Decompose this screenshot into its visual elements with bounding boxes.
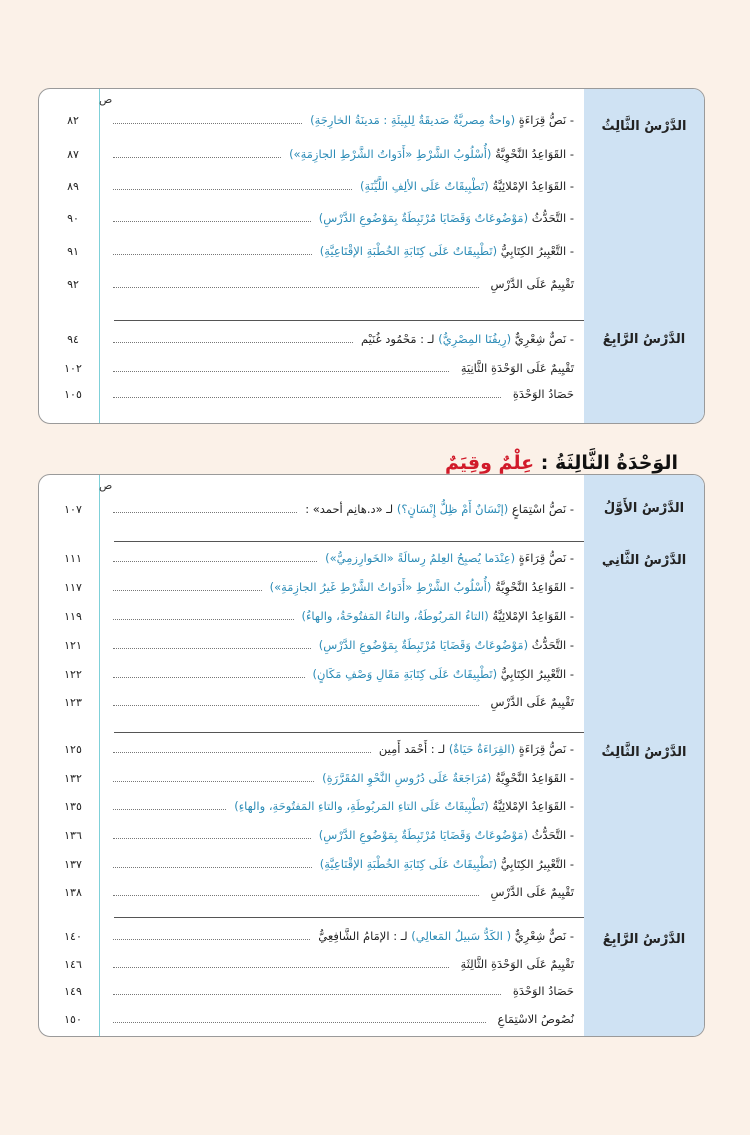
- toc-entry[interactable]: [39, 740, 584, 762]
- toc-entry[interactable]: [39, 242, 584, 264]
- entry-text: [302, 609, 574, 623]
- toc-entry[interactable]: [39, 209, 584, 231]
- page-number: ١٤٠: [64, 930, 82, 943]
- page-number: ٩٢: [67, 278, 79, 291]
- toc-entry[interactable]: [39, 883, 584, 905]
- page-number: ١١١: [64, 552, 82, 565]
- entry-title: - القَوَاعِدُ النَّحْوِيَّةُ: [495, 771, 574, 785]
- entry-text: [320, 857, 574, 871]
- entry-detail: (إنْسَانٌ أَمْ ظِلُّ إِنْسَانٍ؟): [396, 502, 509, 516]
- toc-entry[interactable]: [39, 769, 584, 791]
- page-number: ٩٠: [67, 212, 79, 225]
- toc-entry[interactable]: [39, 359, 584, 381]
- dot-leader: [113, 939, 310, 940]
- dot-leader: [113, 221, 311, 222]
- dot-leader: [113, 648, 311, 649]
- page-number: ١٢١: [64, 639, 82, 652]
- toc-entry[interactable]: [39, 385, 584, 407]
- dot-leader: [113, 287, 479, 288]
- entry-title: - نَصُّ قِرَاءَةٍ: [518, 742, 574, 756]
- entry-text: [490, 277, 574, 291]
- page-number: ١١٧: [64, 581, 82, 594]
- entry-detail: (مَوْضُوعَاتٌ وَقَضَايَا مُرْتَبِطَةٌ بِمَوْضُوعِ الدَّرْسِ): [318, 211, 529, 225]
- page-number: ١٣٧: [64, 858, 82, 871]
- entry-text: [490, 885, 574, 899]
- toc-entry[interactable]: [39, 578, 584, 600]
- entry-title: نُصُوصُ الاسْتِمَاعِ: [497, 1012, 574, 1026]
- entry-text: [319, 638, 574, 652]
- dot-leader: [113, 512, 297, 513]
- dot-leader: [113, 157, 281, 158]
- entry-text: [313, 667, 575, 681]
- entry-detail: (التاءُ المَربُوطَةُ، والتاءُ المَفتُوحَةُ، والهاءُ): [301, 609, 489, 623]
- entry-text: [360, 179, 574, 193]
- page-number: ٩٤: [67, 333, 79, 346]
- page-number: ١٣٨: [64, 886, 82, 899]
- entry-title: - نَصُّ اسْتِمَاعٍ: [511, 502, 574, 516]
- entry-detail: (مَوْضُوعَاتٌ وَقَضَايَا مُرْتَبِطَةٌ بِمَوْضُوعِ الدَّرْسِ): [318, 828, 529, 842]
- entry-text: [461, 957, 574, 971]
- toc-card-unit-3: [38, 474, 705, 1037]
- page-column-header: ص: [99, 479, 113, 492]
- page-number: ١٣٦: [64, 829, 82, 842]
- page-number: ١٥٠: [64, 1013, 82, 1026]
- page-number: ٩١: [67, 245, 79, 258]
- entry-detail: (مُرَاجَعَةٌ عَلَى دُرُوسِ النَّحْوِ المُقَرَّرَةِ): [322, 771, 492, 785]
- toc-entry[interactable]: [39, 693, 584, 715]
- page-number: ٨٩: [67, 180, 79, 193]
- toc-entry[interactable]: [39, 927, 584, 949]
- entry-title: - التَّعْبِيرُ الكِتَابِيُّ: [500, 667, 574, 681]
- toc-entry[interactable]: [39, 177, 584, 199]
- entry-text: [361, 332, 574, 346]
- entry-title: تَقْيِيمٌ عَلَى الوَحْدَةِ الثَّالِثَةِ: [460, 957, 574, 971]
- entry-title: - نَصُّ قِرَاءَةٍ: [518, 551, 574, 565]
- page-number: ١٠٢: [64, 362, 82, 375]
- dot-leader: [113, 781, 314, 782]
- dot-leader: [113, 590, 262, 591]
- lesson-separator: [114, 320, 584, 321]
- entry-title: - القَوَاعِدُ النَّحْوِيَّةُ: [495, 147, 574, 161]
- dot-leader: [113, 809, 226, 810]
- entry-text: [490, 695, 574, 709]
- lesson-separator: [114, 541, 584, 542]
- page-number: ٨٢: [67, 114, 79, 127]
- toc-entry[interactable]: [39, 955, 584, 977]
- entry-title: - التَّعْبِيرُ الكِتَابِيُّ: [500, 244, 574, 258]
- entry-detail: ( الكَدُّ سَبيلُ المَعالِي): [411, 929, 512, 943]
- toc-entry[interactable]: [39, 330, 584, 352]
- entry-text: [379, 742, 574, 756]
- dot-leader: [113, 867, 312, 868]
- entry-author: لـ : الإمَامُ الشَّافِعِيُّ: [318, 929, 412, 943]
- dot-leader: [113, 371, 449, 372]
- dot-leader: [113, 705, 479, 706]
- entry-title: - التَّحَدُّثُ: [531, 211, 574, 225]
- toc-card-unit-2: [38, 88, 705, 424]
- page-number: ١٢٢: [64, 668, 82, 681]
- page-number: ١٤٦: [64, 958, 82, 971]
- entry-title: تَقْيِيمٌ عَلَى الدَّرْسِ: [490, 885, 574, 899]
- page-number: ١٣٢: [64, 772, 82, 785]
- toc-entry[interactable]: [39, 275, 584, 297]
- entry-detail: (تَطْبِيقَاتٌ عَلَى كِتَابَةِ مَقَالِ وَصْفِ مَكَانٍ): [312, 667, 498, 681]
- entry-author: لـ : مَحْمُود غُنَيْم: [360, 332, 439, 346]
- dot-leader: [113, 254, 312, 255]
- dot-leader: [113, 123, 302, 124]
- entry-detail: (مَوْضُوعَاتٌ وَقَضَايَا مُرْتَبِطَةٌ بِمَوْضُوعِ الدَّرْسِ): [318, 638, 529, 652]
- entry-text: [310, 113, 574, 127]
- unit-title: [445, 452, 678, 474]
- toc-entry[interactable]: [39, 1010, 584, 1032]
- lesson-label: الدَّرْسُ الثَّالِثُ: [601, 745, 687, 760]
- toc-entry[interactable]: [39, 982, 584, 1004]
- entry-title: - نَصٌّ شِعْرِيٌّ: [514, 929, 574, 943]
- toc-entry[interactable]: [39, 636, 584, 658]
- page-number: ١١٩: [64, 610, 82, 623]
- dot-leader: [113, 561, 317, 562]
- entry-text: [513, 387, 574, 401]
- entry-text: [322, 771, 574, 785]
- lesson-separator: [114, 917, 584, 918]
- entry-author: لـ : أَحْمَد أَمِين: [378, 742, 449, 756]
- page-number: ١٤٩: [64, 985, 82, 998]
- entry-detail: (أُسْلُوبُ الشَّرْطِ «أَدَواتُ الشَّرْطِ غَيرُ الجازِمَةِ»): [269, 580, 492, 594]
- page-number: ١٢٣: [64, 696, 82, 709]
- entry-title: - نَصُّ قِرَاءَةٍ: [518, 113, 574, 127]
- entry-title: - القَوَاعِدُ النَّحْوِيَّةُ: [495, 580, 574, 594]
- entry-text: [319, 211, 574, 225]
- entry-title: حَصَادُ الوَحْدَةِ: [512, 984, 574, 998]
- lesson-separator: [114, 732, 584, 733]
- entry-text: [497, 1012, 574, 1026]
- toc-entry[interactable]: [39, 607, 584, 629]
- dot-leader: [113, 752, 371, 753]
- dot-leader: [113, 895, 479, 896]
- entry-detail: (عِنْدَما يُصبِحُ العِلمُ رِسالَةً «الخَوارِزمِيُّ»): [325, 551, 516, 565]
- lessons-column: [584, 89, 704, 423]
- page-number: ١٢٥: [64, 743, 82, 756]
- entry-title: - التَّحَدُّثُ: [531, 638, 574, 652]
- entry-detail: (القِرَاءَةُ حَيَاةٌ): [448, 742, 516, 756]
- unit-title-prefix: الوَحْدَةُ الثَّالِثَةُ :: [534, 452, 678, 474]
- entry-detail: (تَطْبِيقَاتٌ عَلَى الألِفِ اللَّيِّنَةِ): [360, 179, 489, 193]
- entry-title: - القَوَاعِدُ الإمْلائِيَّةُ: [492, 799, 574, 813]
- toc-entry[interactable]: [39, 111, 584, 133]
- entry-title: - التَّحَدُّثُ: [531, 828, 574, 842]
- entry-detail: (تَطْبِيقَاتٌ عَلَى التاءِ المَربُوطَةِ، والتاءِ المَفتُوحَةِ، والهاءِ): [234, 799, 489, 813]
- entry-title: - القَوَاعِدُ الإمْلائِيَّةُ: [492, 179, 574, 193]
- lesson-label: الدَّرْسُ الأَوَّلُ: [603, 501, 685, 516]
- entry-author: لـ «د.هانِم أحمد» :: [305, 502, 397, 516]
- entry-title: تَقْيِيمٌ عَلَى الدَّرْسِ: [490, 695, 574, 709]
- lesson-label: الدَّرْسُ الرَّابِعُ: [602, 332, 686, 347]
- entry-title: حَصَادُ الوَحْدَةِ: [512, 387, 574, 401]
- toc-entry[interactable]: [39, 549, 584, 571]
- unit-title-highlight: عِلْمٌ وقِيَمٌ: [445, 452, 535, 474]
- toc-entry[interactable]: [39, 855, 584, 877]
- toc-entry[interactable]: [39, 826, 584, 848]
- toc-entry[interactable]: [39, 500, 584, 522]
- entry-text: [461, 361, 574, 375]
- entry-detail: (أُسْلُوبُ الشَّرْطِ «أَدَواتُ الشَّرْطِ الجازِمَةِ»): [289, 147, 492, 161]
- entry-title: - التَّعْبِيرُ الكِتَابِيُّ: [500, 857, 574, 871]
- page-number: ٨٧: [67, 148, 79, 161]
- entry-text: [325, 551, 574, 565]
- entry-text: [318, 929, 574, 943]
- entry-text: [234, 799, 574, 813]
- entry-title: تَقْيِيمٌ عَلَى الدَّرْسِ: [490, 277, 574, 291]
- lesson-label: الدَّرْسُ الثَّانِي: [601, 553, 687, 568]
- dot-leader: [113, 677, 305, 678]
- entry-title: - القَوَاعِدُ الإمْلائِيَّةُ: [492, 609, 574, 623]
- toc-entry[interactable]: [39, 797, 584, 819]
- page-column-header: ص: [99, 93, 113, 106]
- lesson-label: الدَّرْسُ الثَّالِثُ: [601, 119, 687, 134]
- dot-leader: [113, 397, 501, 398]
- entry-text: [320, 244, 574, 258]
- entry-detail: (تَطْبِيقَاتٌ عَلَى كِتَابَةِ الخُطْبَةِ الإقْنَاعِيَّةِ): [319, 857, 498, 871]
- dot-leader: [113, 838, 311, 839]
- dot-leader: [113, 342, 353, 343]
- entry-text: [289, 147, 574, 161]
- dot-leader: [113, 967, 449, 968]
- dot-leader: [113, 619, 294, 620]
- lesson-label: الدَّرْسُ الرَّابِعُ: [602, 932, 686, 947]
- entry-text: [305, 502, 574, 516]
- dot-leader: [113, 994, 501, 995]
- entry-text: [319, 828, 574, 842]
- page-number: ١٣٥: [64, 800, 82, 813]
- dot-leader: [113, 1022, 486, 1023]
- page-number: ١٠٥: [64, 388, 82, 401]
- entry-detail: (واحةٌ مِصريَّةٌ صَديقَةٌ لِلبِيئَةِ : مَدينَةُ الخارِجَةِ): [310, 113, 516, 127]
- entry-text: [513, 984, 574, 998]
- entry-title: تَقْيِيمٌ عَلَى الوَحْدَةِ الثَّانِيَةِ: [460, 361, 574, 375]
- entry-detail: (رِيفُنَا المِصْرِيُّ): [438, 332, 512, 346]
- page-number: ١٠٧: [64, 503, 82, 516]
- entry-detail: (تَطْبِيقَاتٌ عَلَى كِتَابَةِ الخُطْبَةِ الإقْنَاعِيَّةِ): [319, 244, 498, 258]
- toc-entry[interactable]: [39, 665, 584, 687]
- dot-leader: [113, 189, 352, 190]
- entry-title: - نَصٌّ شِعْرِيٌّ: [514, 332, 574, 346]
- entry-text: [270, 580, 574, 594]
- toc-entry[interactable]: [39, 145, 584, 167]
